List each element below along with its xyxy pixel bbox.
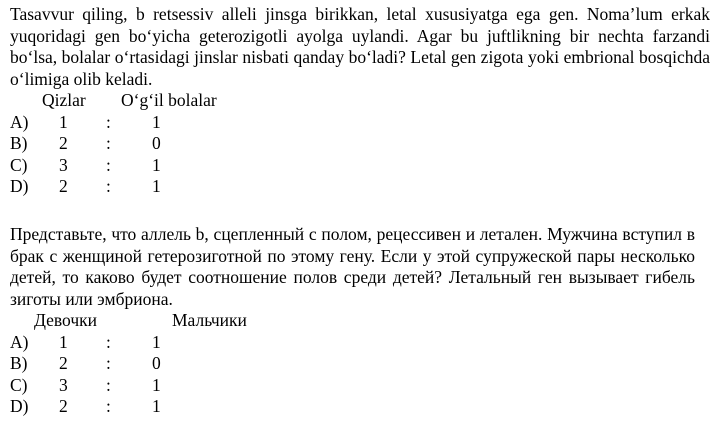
option-boys-value: 1 — [152, 111, 161, 132]
option-boys-value: 1 — [152, 154, 161, 175]
option-boys-value: 0 — [152, 133, 161, 153]
option-girls-value: 1 — [59, 331, 68, 352]
option-ratio-separator: : — [106, 396, 111, 416]
answer-option-c[interactable] — [10, 375, 710, 397]
option-boys-value: 1 — [152, 331, 161, 352]
option-boys-value: 1 — [152, 176, 161, 196]
question-text-uzbek: Tasavvur qiling, b retsessiv alleli jinsga birikkan, letal xususiyatga ega gen. Noma’lum erkak yuqoridagi gen bo‘yicha geterozigotli ayolga uylandi. Agar bu juftlikning bir nechta farzandi bo‘lsa, bolalar o‘rtasidagi jinslar nisbati qanday bo‘ladi? Letal gen zigota yoki embrional bosqichda o‘limiga olib keladi. — [10, 4, 710, 89]
option-letter: A) — [10, 111, 29, 132]
option-letter: A) — [10, 331, 29, 352]
answer-header-russian — [10, 310, 710, 332]
answer-option-d[interactable] — [10, 176, 710, 198]
column-header-boys: O‘g‘il bolalar — [121, 90, 217, 110]
option-boys-value: 1 — [152, 396, 161, 416]
option-letter: B) — [10, 353, 28, 373]
option-girls-value: 2 — [59, 396, 68, 416]
option-ratio-separator: : — [106, 154, 111, 175]
option-ratio-separator: : — [106, 111, 111, 132]
answer-header-uzbek — [10, 90, 710, 112]
question-text-russian: Представьте, что аллель b, сцепленный с полом, рецессивен и летален. Мужчина вступил в брак с женщиной гетерозиготной по этому гену. Если у этой супружеской пары несколько детей, то каково будет соотношение полов среди детей? Летальный ген вызывает гибель зиготы или эмбриона. — [10, 224, 695, 309]
answer-option-d[interactable] — [10, 396, 710, 418]
option-ratio-separator: : — [106, 353, 111, 373]
option-girls-value: 2 — [59, 176, 68, 196]
question-russian — [10, 224, 710, 418]
option-girls-value: 2 — [59, 133, 68, 153]
option-ratio-separator: : — [106, 133, 111, 153]
option-letter: D) — [10, 176, 29, 196]
option-letter: B) — [10, 133, 28, 153]
option-boys-value: 1 — [152, 374, 161, 395]
answer-option-c[interactable] — [10, 155, 710, 177]
answer-option-b[interactable] — [10, 133, 710, 155]
option-girls-value: 3 — [59, 374, 68, 395]
option-ratio-separator: : — [106, 331, 111, 352]
option-letter: D) — [10, 396, 29, 416]
option-girls-value: 2 — [59, 353, 68, 373]
column-header-boys: Мальчики — [172, 310, 247, 330]
option-girls-value: 3 — [59, 154, 68, 175]
column-header-girls: Девочки — [34, 310, 98, 330]
answer-option-a[interactable] — [10, 332, 710, 354]
option-girls-value: 1 — [59, 111, 68, 132]
option-letter: C) — [10, 154, 28, 175]
option-boys-value: 0 — [152, 353, 161, 373]
option-ratio-separator: : — [106, 176, 111, 196]
option-ratio-separator: : — [106, 374, 111, 395]
question-uzbek — [10, 4, 710, 198]
answer-option-a[interactable] — [10, 112, 710, 134]
column-header-girls: Qizlar — [42, 90, 86, 110]
option-letter: C) — [10, 374, 28, 395]
answer-option-b[interactable] — [10, 353, 710, 375]
